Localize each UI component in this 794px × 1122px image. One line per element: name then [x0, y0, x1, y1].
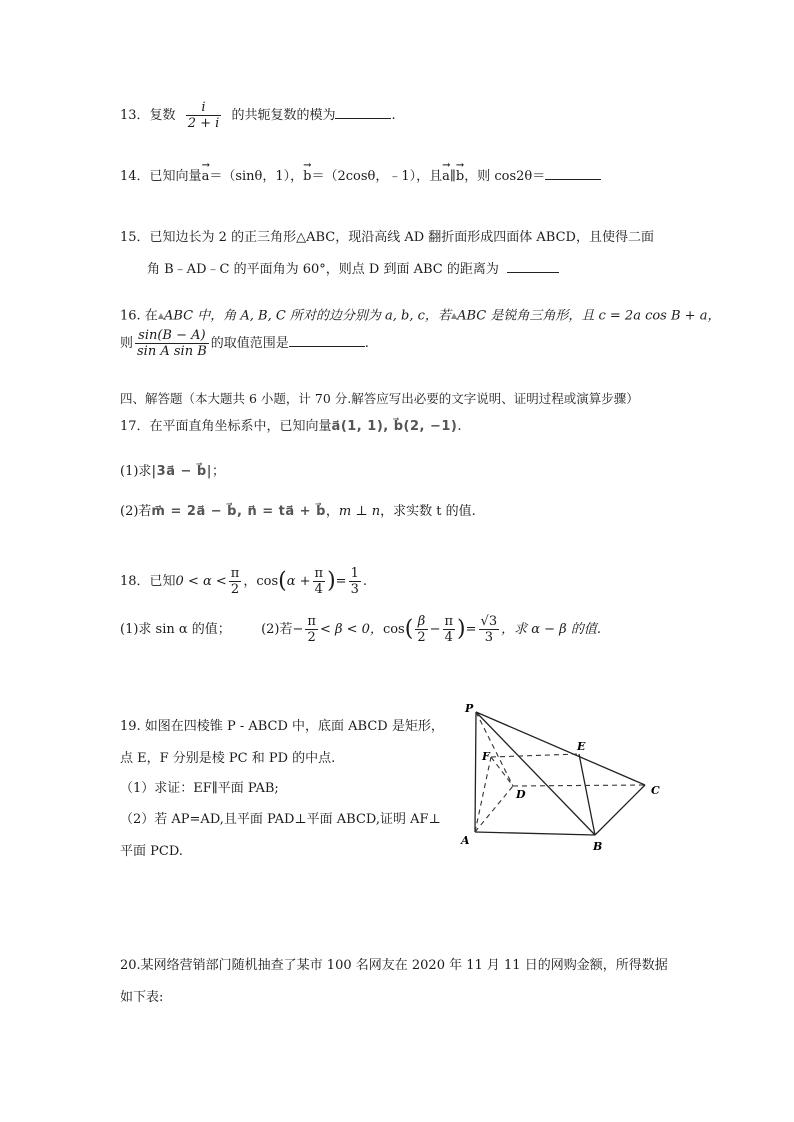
- q16-answer-blank: [289, 334, 365, 347]
- q18-frac-pi-4b: [443, 614, 456, 645]
- q19-text-2: 点 E，F 分别是棱 PC 和 PD 的中点.: [120, 751, 336, 766]
- triangle-icon: ▲: [450, 311, 458, 320]
- q19-text-4: （2）若 AP=AD,且平面 PAD⊥平面 ABCD,证明 AF⊥: [120, 812, 441, 827]
- q18-pi-4: π: [444, 614, 454, 629]
- paren-open: (: [404, 616, 414, 642]
- edge-PD-dashed: [476, 712, 513, 786]
- q15-text-1: 已知边长为 2 的正三角形△ABC，现沿高线 AD 翻折面形成四面体 ABCD，且使得二面: [149, 230, 654, 245]
- label-E: E: [577, 740, 586, 753]
- q20-text-2: 如下表:: [120, 990, 164, 1005]
- q15-answer-blank: [507, 260, 559, 273]
- edge-PA: [475, 712, 476, 832]
- q16-frac-num: sin(B − A): [138, 328, 206, 343]
- triangle-icon: ▲: [157, 311, 164, 320]
- edge-AD-dashed: [475, 786, 513, 832]
- q18-comma: ，: [243, 574, 257, 589]
- label-B: B: [593, 840, 603, 853]
- q14-text-3: ＝（2cosθ，﹣1），且: [311, 169, 443, 184]
- q13: [120, 100, 396, 131]
- q17-vectors: a⃗(1, 1), b⃗(2, −1): [331, 419, 458, 434]
- q18-frac-1-3: [349, 566, 361, 597]
- q18-sqrt3: √3: [480, 614, 498, 629]
- q20-line-1: [120, 957, 668, 975]
- q18-frac-sqrt3-3: [479, 614, 500, 645]
- q18-neg: −: [292, 622, 304, 637]
- q16-end: .: [364, 336, 369, 351]
- edge-BC: [595, 785, 645, 835]
- q16-line-2: [120, 328, 369, 359]
- label-C: C: [651, 784, 660, 797]
- edge-DC-dashed: [513, 785, 645, 786]
- q18-line-2: [120, 614, 601, 645]
- paren-close: ): [327, 568, 336, 594]
- q14: [120, 167, 601, 186]
- q18-part-1: (1)求 sin α 的值；: [120, 622, 231, 637]
- q19-line-3: [120, 780, 279, 798]
- q18-text-1a: 18．已知: [120, 574, 176, 589]
- segment-AF-dashed: [475, 757, 491, 832]
- q13-text-2: 的共轭复数的模为: [231, 108, 336, 123]
- q18-one: 1: [350, 566, 359, 581]
- q20-line-2: [120, 989, 163, 1007]
- q18-line-1: [120, 566, 367, 597]
- q16-fraction: [135, 328, 209, 359]
- q16-line-1: [120, 307, 720, 326]
- edge-PC: [476, 712, 645, 785]
- q18-two: 2: [229, 581, 242, 597]
- q13-frac-num: i: [201, 100, 206, 115]
- q13-answer-blank: [335, 106, 391, 119]
- q18-beta-ineq: < β < 0，: [319, 622, 383, 637]
- q16-text-2a: 则: [120, 336, 134, 351]
- q14-vec-b: → b: [303, 168, 311, 186]
- q18-frac-pi-4: [313, 566, 326, 597]
- q14-vec-a: → a: [202, 168, 210, 186]
- q17-p2-text: ，求实数 t 的值.: [380, 504, 476, 519]
- q18-two-3: 2: [417, 630, 426, 645]
- q17-end: .: [457, 419, 462, 434]
- q19-text-1: 19. 如图在四棱锥 P - ABCD 中，底面 ABCD 是矩形，: [120, 719, 444, 734]
- segment-FD-dashed: [491, 757, 513, 786]
- q18-cos: cos: [256, 574, 279, 589]
- paren-open: (: [278, 568, 287, 594]
- q17-p1-label: (1)求: [120, 464, 152, 479]
- q17-p2-perp: m ⊥ n: [338, 504, 381, 519]
- q16-text-1b: ABC 中，角 A, B, C 所对的边分别为 a, b, c，若: [163, 308, 451, 324]
- q18-pi-2: π: [314, 566, 324, 581]
- q15-line-1: [120, 229, 654, 247]
- q13-text-1: 复数: [149, 108, 176, 123]
- pyramid-figure: [455, 698, 695, 858]
- q18-alpha-plus: α +: [286, 574, 311, 589]
- q13-number: 13．: [120, 108, 150, 123]
- q18-eq-2: =: [465, 622, 477, 637]
- label-A: A: [461, 834, 470, 847]
- q19-line-4: [120, 811, 441, 829]
- q18-frac-pi-2b: [305, 614, 318, 645]
- section-4-heading: [120, 390, 639, 408]
- q16-frac-den: sin A sin B: [137, 344, 207, 359]
- q18-minus: −: [429, 622, 441, 637]
- q17-part-2: [120, 503, 476, 521]
- q16-text-1c: ABC 是锐角三角形，且 c = 2a cos B + a，: [457, 308, 721, 324]
- q18-three-2: 3: [479, 629, 500, 645]
- q18-four-2: 4: [443, 629, 456, 645]
- q17-line-1: [120, 418, 462, 436]
- q18-beta: β: [417, 614, 426, 629]
- q14-text-1: 已知向量: [149, 169, 202, 184]
- q19-line-2: [120, 750, 335, 768]
- q18-p2-a: (2)若: [261, 622, 293, 637]
- section-4-title: 四、解答题（本大题共 6 小题，计 70 分.解答应写出必要的文字说明、证明过程或演算步骤）: [120, 391, 639, 406]
- q14-number: 14．: [120, 169, 150, 184]
- q18-ineq-a: 0 < α <: [175, 574, 227, 589]
- q18-frac-beta-2: [415, 614, 427, 645]
- q15-line-2: [147, 260, 559, 279]
- q18-four: 4: [313, 581, 326, 597]
- label-P: P: [465, 702, 474, 715]
- label-F: F: [482, 750, 490, 763]
- q19-text-3: （1）求证：EF∥平面 PAB;: [120, 781, 279, 796]
- q13-frac-den: 2 + i: [187, 116, 220, 131]
- q16-text-2b: 的取值范围是: [210, 336, 289, 351]
- q18-frac-pi-2: [229, 566, 242, 597]
- q18-cos-2: cos: [382, 622, 405, 637]
- q15-number: 15．: [120, 230, 150, 245]
- q13-fraction: [186, 100, 222, 131]
- q18-pi-3: π: [307, 614, 316, 629]
- q18-three: 3: [350, 582, 359, 597]
- q13-end: .: [391, 108, 396, 123]
- q17-p2-expr: m⃗ = 2a⃗ − b⃗, n⃗ = ta⃗ + b⃗: [151, 504, 326, 519]
- q17-p2-sep: ，: [325, 504, 339, 519]
- q20-text-1: 20.某网络营销部门随机抽查了某市 100 名网友在 2020 年 11 月 11 日的网购金额，所得数据: [120, 958, 668, 973]
- q17-text-1: 17．在平面直角坐标系中，已知向量: [120, 419, 332, 434]
- q18-end: .: [362, 574, 367, 589]
- q17-p1-end: ；: [212, 464, 226, 479]
- q15-text-2: 角 B﹣AD﹣C 的平面角为 60°，则点 D 到面 ABC 的距离为: [147, 262, 499, 277]
- edge-AB: [475, 832, 595, 835]
- edge-PB: [476, 712, 595, 835]
- q18-eq: =: [335, 574, 347, 589]
- label-D: D: [516, 788, 526, 801]
- q14-answer-blank: [545, 167, 601, 180]
- q16-text-1a: 16. 在: [120, 308, 158, 324]
- q18-two-2: 2: [305, 629, 318, 645]
- q19-line-1: [120, 718, 444, 736]
- paren-close: ): [457, 616, 466, 642]
- q14-text-2: ＝（sinθ，1），: [209, 169, 304, 184]
- q18-p2-b: ，求 α − β 的值.: [501, 622, 601, 637]
- q17-p2-label: (2)若: [120, 504, 152, 519]
- q19-text-5: 平面 PCD.: [120, 844, 183, 859]
- q19-line-5: [120, 843, 183, 861]
- segment-EB: [579, 754, 595, 835]
- q14-vec-b2: → b: [456, 168, 464, 186]
- q14-parallel: ∥: [449, 169, 456, 184]
- q14-vec-a2: → a: [442, 168, 450, 186]
- q14-text-5: ，则 cos2θ＝: [464, 169, 546, 184]
- segment-FE-dashed: [491, 754, 579, 757]
- q17-part-1: [120, 463, 225, 481]
- q17-p1-expr: |3a⃗ − b⃗|: [151, 464, 212, 479]
- q18-pi: π: [230, 566, 240, 581]
